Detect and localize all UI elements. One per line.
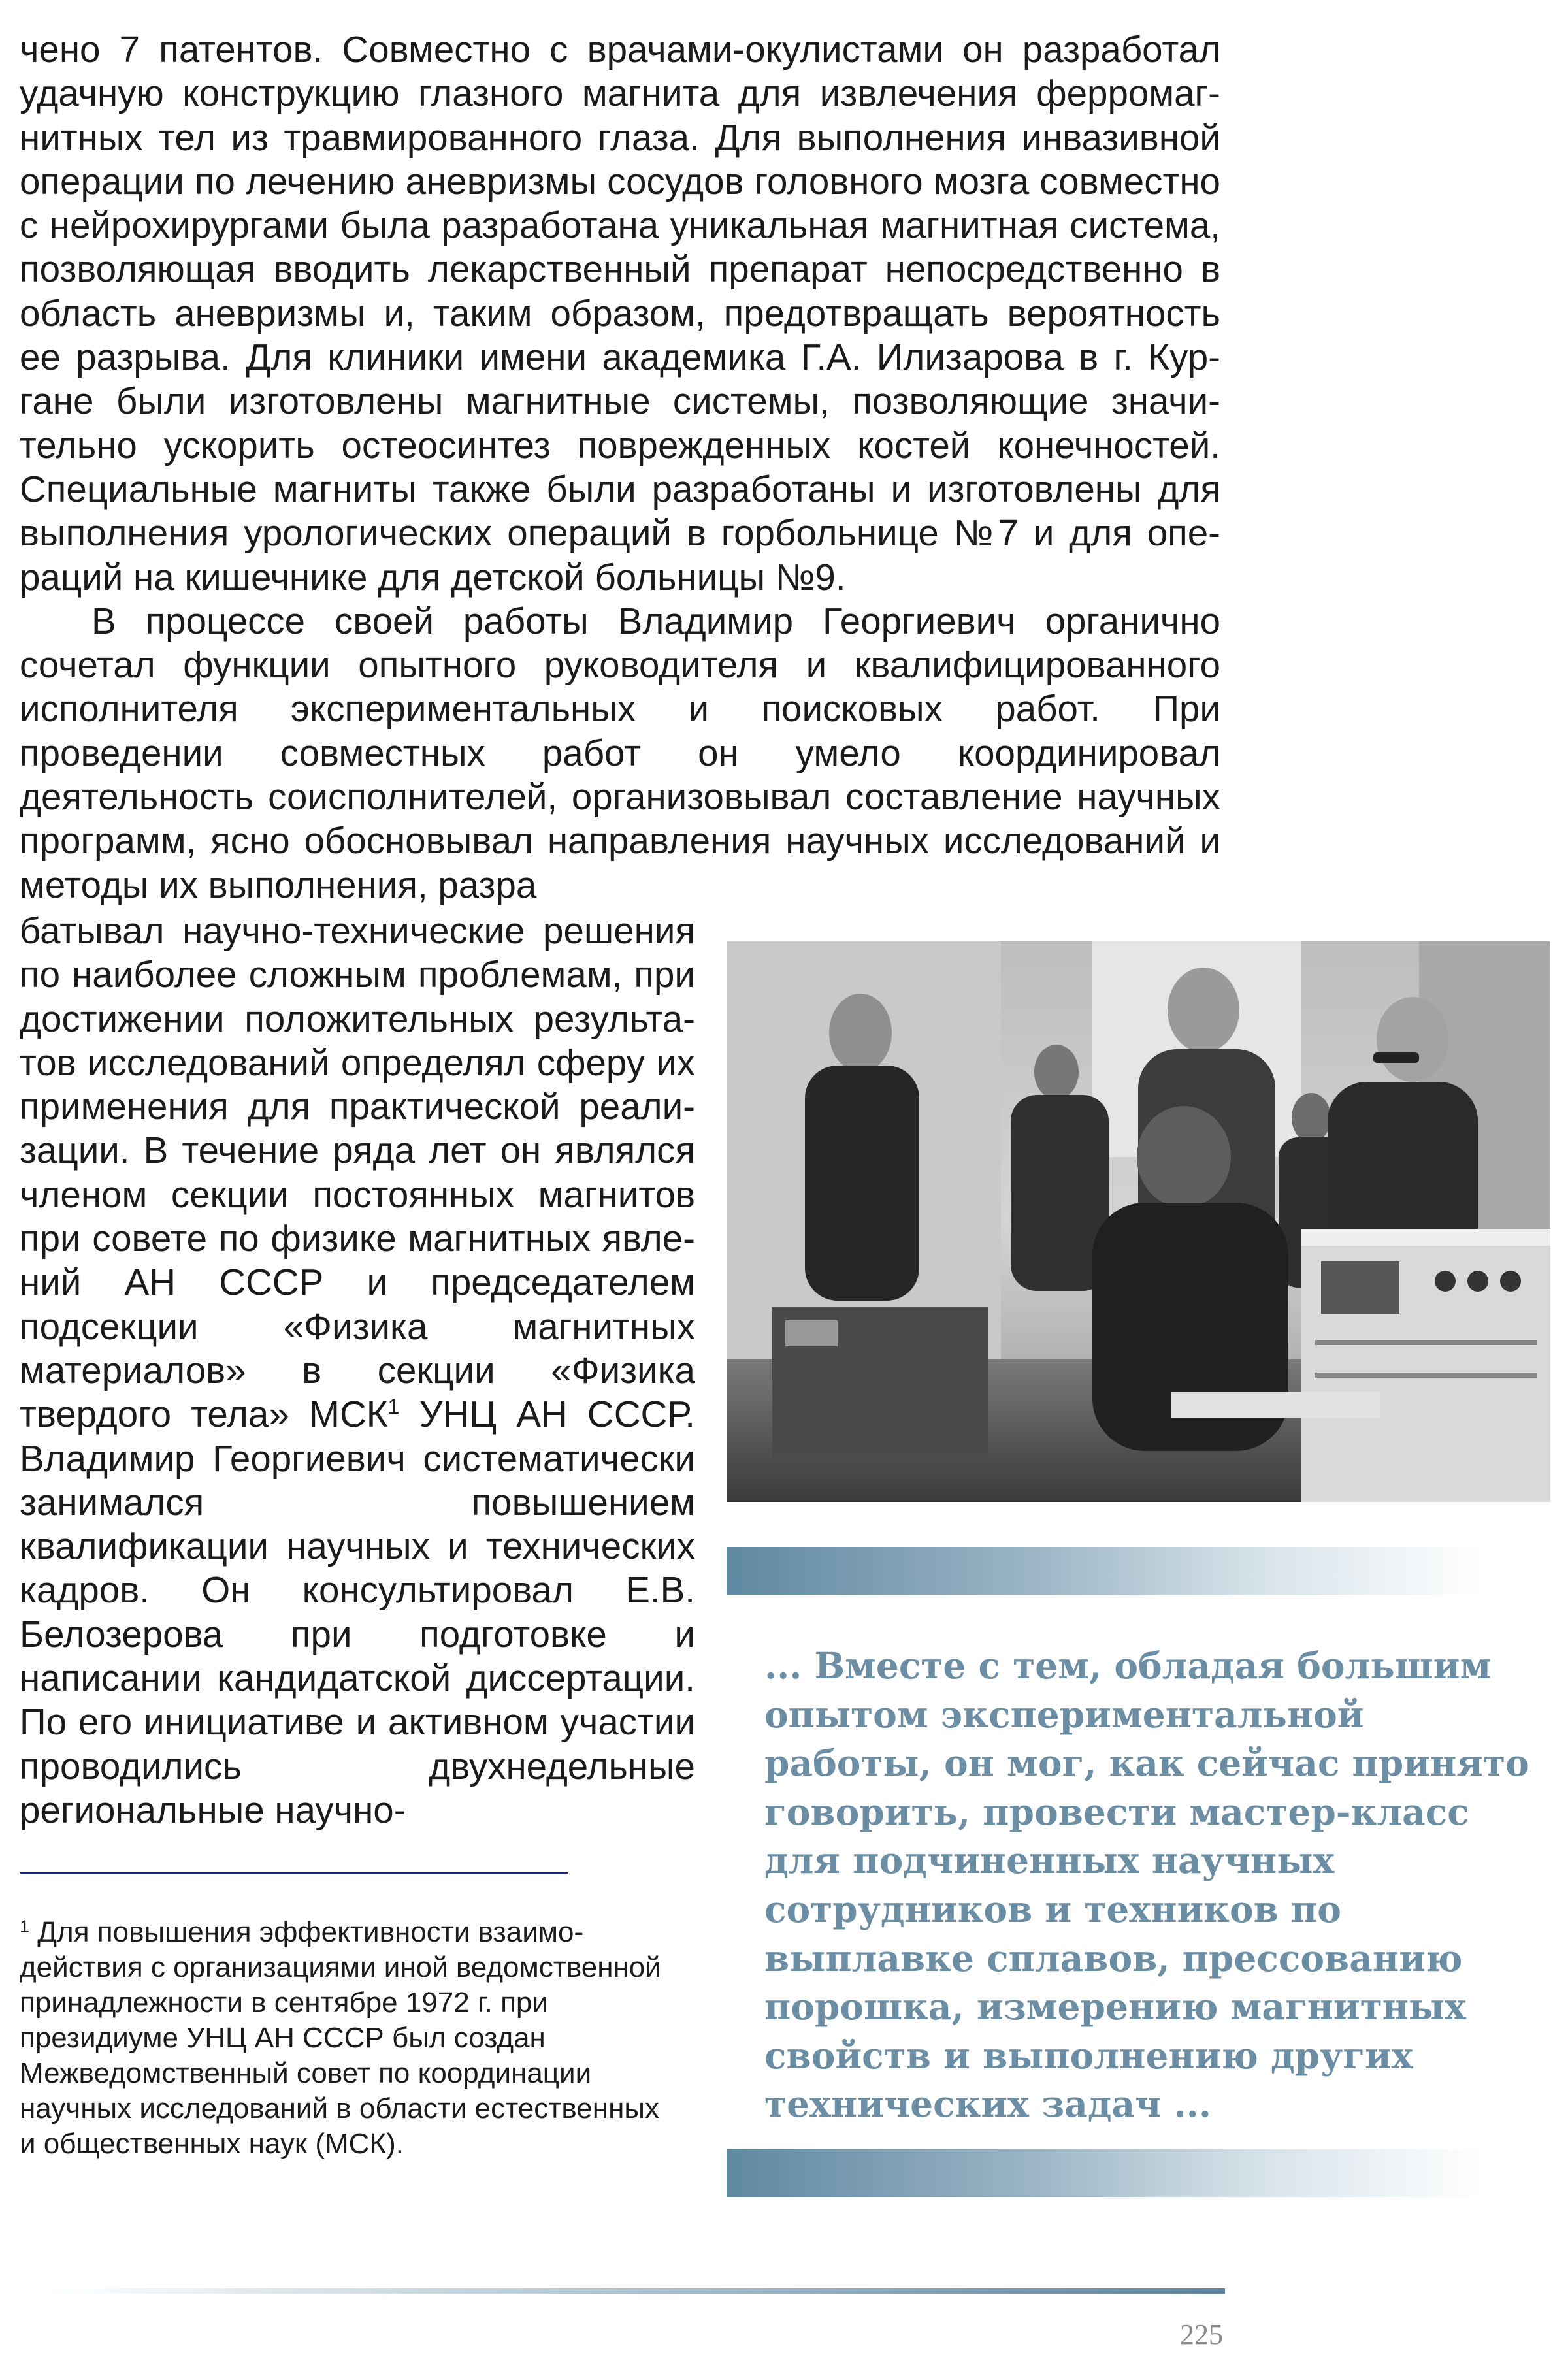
paragraph-1: чено 7 патентов. Совместно с врачами-окулистами он разработал удачную конструкцию глазного магнита для извлечения ферромагнитных тел из травмированного глаза. Для выполнения инвазивной операции по лечению аневризмы сосудов головного мозга совместно с нейрохирургами была разработана уникальная магнитная система, позволяющая вводить лекарственный препарат непосредственно в область аневризмы и, таким образом, предотвращать вероятность ее разрыва. Для клиники имени академика Г.А. Илизарова в г. Кургане были изготовлены магнитные системы, позволяющие значительно ускорить остеосинтез поврежденных костей конечностей. Специальные магниты также были разработаны и изготовлены для выполнения урологических операций в горбольнице №7 и для операций на кишечнике для детской больницы №9. xyxy=(20,29,1220,598)
main-text-column xyxy=(20,27,1220,907)
footnote-text: Для повышения эффективности взаимодействия с организациями иной ведомственной принадлежности в сентябре 1972 г. при президиуме УНЦ АН СССР был создан Межведомственный совет по координации научных исследований в области естественных и общественных наук (МСК). xyxy=(20,1916,661,2160)
narrow-text-column xyxy=(20,909,695,1832)
archival-photo xyxy=(727,941,1550,1502)
pull-quote: ... Вместе с тем, обладая большим опытом экспериментальной работы, он мог, как сейчас принято говорить, провести мастер-класс для подчиненных научных сотрудников и техников по выплавке сплавов, прессованию порошка, измерению магнитных свойств и выполнению других технических задач ... xyxy=(764,1644,1529,2126)
paragraph-2-continued xyxy=(20,909,695,1832)
page-number: 225 xyxy=(1180,2318,1223,2351)
paragraph-2-part-a: батывал научно-технические решения по наиболее сложным проблемам, при достижении положительных результатов исследований определял сферу их применения для практической реализации. В течение ряда лет он являлся членом секции постоянных магнитов при совете по физике магнитных явлений АН СССР и председателем подсекции «Физика магнитных материалов» в секции «Физика твердого тела» МСК xyxy=(20,910,695,1435)
paragraph-2-part-b: УНЦ АН СССР. Владимир Георгиевич систематически занимался повышением квалификации научных и технических кадров. Он консультировал Е.В. Белозерова при подготовке и написании кандидатской диссертации. По его инициативе и активном участии проводились двухнедельные региональные научно- xyxy=(20,1393,696,1830)
footnote-divider xyxy=(20,1872,568,1874)
footnote xyxy=(20,1915,676,2162)
page-bottom-rule xyxy=(49,2288,1225,2294)
paragraph-2-start: В процессе своей работы Владимир Георгиевич органично сочетал функции опытного руководителя и квалифицированного исполнителя экспериментальных и поисковых работ. При проведении совместных работ он умело координировал деятельность соисполнителей, организовывал составление научных программ, ясно обосновывал направления научных исследований и методы их выполнения, разра xyxy=(20,600,1220,905)
quote-bottom-bar xyxy=(727,2149,1550,2197)
photo-illustration xyxy=(727,941,1550,1502)
footnote-mark: 1 xyxy=(20,1917,30,1936)
quote-top-bar xyxy=(727,1547,1550,1595)
footnote-reference: 1 xyxy=(387,1395,400,1419)
